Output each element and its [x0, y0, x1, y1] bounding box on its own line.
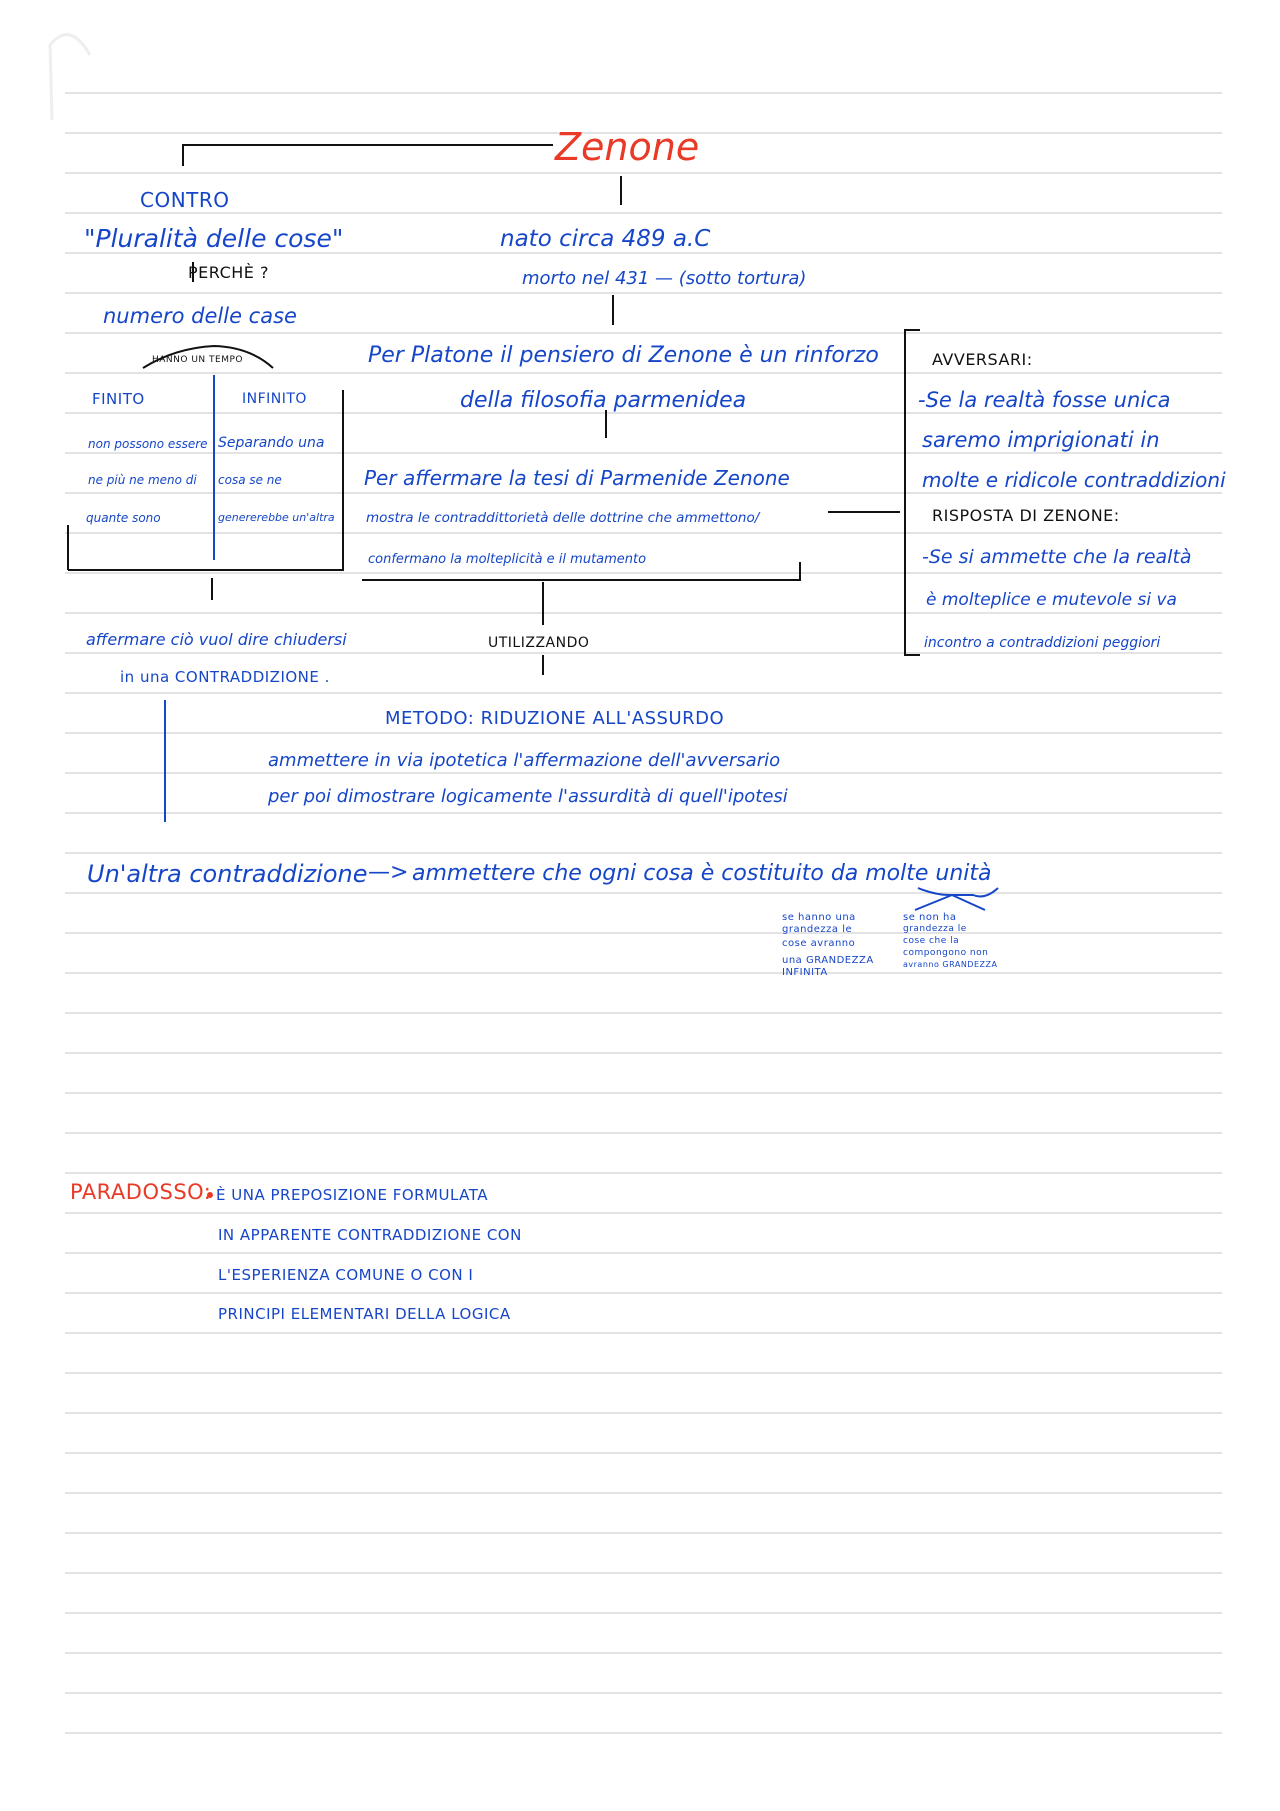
- death-date: morto nel 431 — (sotto tortura): [522, 268, 807, 289]
- finite-line-3: quante sono: [86, 511, 161, 525]
- infinite-line-1: Separando una: [218, 435, 325, 451]
- method-line-2: per poi dimostrare logicamente l'assurdità di quell'ipotesi: [268, 786, 788, 807]
- question-label: PERCHÈ ?: [188, 263, 269, 282]
- paradox-line-3: L'ESPERIENZA COMUNE O CON I: [218, 1266, 474, 1284]
- branch-b-line-1: se non ha: [903, 912, 957, 923]
- branch-b-line-3: cose che la: [903, 936, 960, 946]
- reply-heading: RISPOSTA DI ZENONE:: [932, 506, 1120, 525]
- paradox-line-1: È UNA PREPOSIZIONE FORMULATA: [216, 1186, 489, 1204]
- page-title: Zenone: [555, 125, 700, 169]
- subject-label: numero delle case: [103, 304, 297, 328]
- branch-a-line-5: INFINITA: [782, 967, 828, 978]
- reply-line-3: incontro a contraddizioni peggiori: [924, 635, 1161, 651]
- plato-line-1: Per Platone il pensiero di Zenone è un rinforzo: [368, 343, 879, 368]
- born-date: nato circa 489 a.C: [500, 226, 711, 252]
- plurality-topic: "Pluralità delle cose": [84, 224, 344, 253]
- branch-b-line-2: grandezza le: [903, 924, 967, 934]
- other-contradiction-statement: ammettere che ogni cosa è costituito da molte unità: [412, 861, 992, 886]
- opponents-line-3: molte e ridicole contraddizioni: [922, 468, 1226, 492]
- finite-line-2: ne più ne meno di: [88, 473, 197, 487]
- unita-brace: [915, 888, 998, 910]
- thesis-line-3: confermano la molteplicità e il mutamento: [368, 552, 647, 567]
- plato-line-2: della filosofia parmenidea: [460, 388, 747, 413]
- paradox-line-4: PRINCIPI ELEMENTARI DELLA LOGICA: [218, 1305, 511, 1323]
- paradox-term: PARADOSSO:: [70, 1180, 212, 1204]
- conclusion-line-1: affermare ciò vuol dire chiudersi: [86, 630, 347, 649]
- finite-heading: FINITO: [92, 390, 145, 408]
- opponents-line-1: -Se la realtà fosse unica: [918, 388, 1171, 412]
- opponents-line-2: saremo imprigionati in: [922, 428, 1160, 452]
- branch-a-line-2: grandezza le: [782, 924, 853, 935]
- corner-mark: [50, 35, 90, 120]
- branch-b-line-4: compongono non: [903, 948, 989, 958]
- top-bracket-line: [183, 145, 553, 166]
- other-contradiction-label: Un'altra contraddizione: [87, 860, 368, 888]
- right-box-bracket: [905, 330, 920, 655]
- paradox-line-2: IN APPARENTE CONTRADDIZIONE CON: [218, 1226, 522, 1244]
- contro-header: CONTRO: [140, 188, 230, 212]
- finite-line-1: non possono essere: [88, 437, 208, 451]
- reply-line-1: -Se si ammette che la realtà: [922, 546, 1192, 568]
- thesis-line-2: mostra le contraddittorietà delle dottrine che ammettono/: [366, 510, 760, 526]
- branch-a-line-3: cose avranno: [782, 938, 856, 949]
- method-heading: METODO: RIDUZIONE ALL'ASSURDO: [385, 708, 725, 729]
- thesis-line-1: Per affermare la tesi di Parmenide Zenone: [364, 466, 790, 490]
- infinite-line-3: genererebbe un'altra: [218, 511, 335, 524]
- infinite-heading: INFINITO: [242, 391, 307, 407]
- arrow-icon: —>: [368, 860, 409, 885]
- using-label: UTILIZZANDO: [488, 635, 590, 651]
- conclusion-line-2: in una CONTRADDIZIONE .: [120, 668, 330, 686]
- branch-a-line-4: una GRANDEZZA: [782, 955, 874, 966]
- branch-b-line-5: avranno GRANDEZZA: [903, 960, 998, 969]
- branch-a-line-1: se hanno una: [782, 912, 856, 923]
- split-label: HANNO UN TEMPO: [152, 355, 243, 365]
- infinite-line-2: cosa se ne: [218, 473, 282, 487]
- reply-line-2: è molteplice e mutevole si va: [926, 590, 1177, 610]
- method-line-1: ammettere in via ipotetica l'affermazione dell'avversario: [268, 750, 781, 771]
- opponents-heading: AVVERSARI:: [932, 350, 1033, 369]
